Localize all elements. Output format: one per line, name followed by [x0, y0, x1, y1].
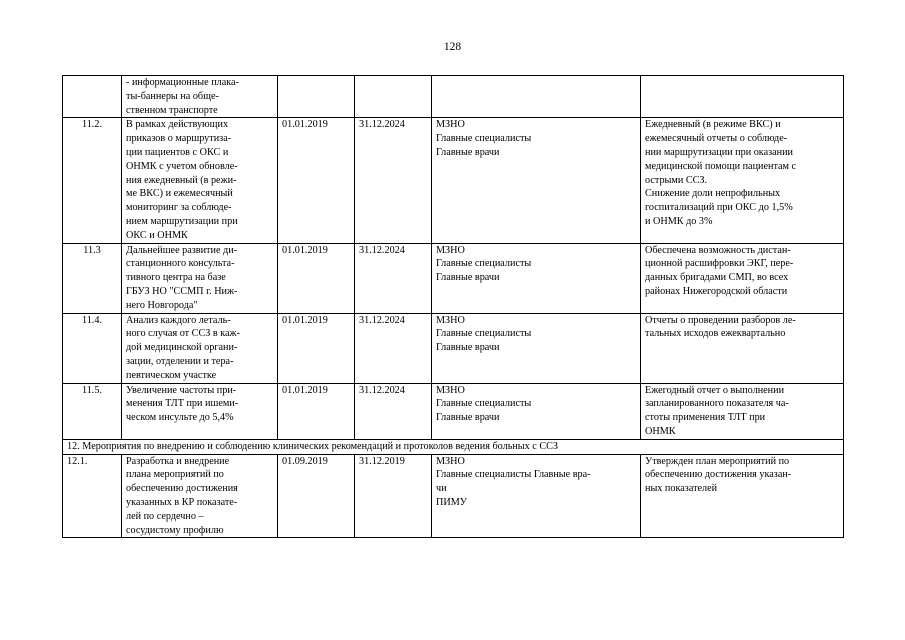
table-row: [63, 383, 844, 439]
measure-name-line: ственном транспорте: [126, 104, 218, 116]
measures-table: [62, 75, 844, 538]
item-number-cell: [63, 76, 122, 118]
expected-result-line: острыми ССЗ.: [645, 174, 708, 186]
measure-name-line: менения ТЛТ при ишеми-: [126, 398, 239, 410]
expected-result: [641, 454, 844, 538]
responsible-line: Главные специалисты: [436, 258, 532, 270]
measure-name-line: ции пациентов с ОКС и: [126, 146, 229, 158]
item-number: 11.2.: [63, 118, 122, 243]
start-date: 01.01.2019: [278, 313, 355, 383]
start-date: 01.09.2019: [278, 454, 355, 538]
responsible-line: МЗНО: [436, 244, 465, 256]
measure-name-line: сосудистому профилю: [126, 524, 224, 536]
start-date: 01.01.2019: [278, 383, 355, 439]
responsible-line: Главные врачи: [436, 146, 500, 158]
measure-name-line: Дальнейшее развитие ди-: [126, 244, 238, 256]
end-date: 31.12.2024: [355, 118, 432, 243]
measure-name-line: ния ежедневный (в режи-: [126, 174, 237, 186]
measure-name-line: ческом инсульте до 5,4%: [126, 412, 234, 424]
expected-result-line: стоты применения ТЛТ при: [645, 412, 766, 424]
responsible-line: Главные специалисты: [436, 398, 532, 410]
expected-result-line: Снижение доли непрофильных: [645, 188, 781, 200]
measure-name-line: ме ВКС) и ежемесячный: [126, 188, 233, 200]
measure-name-line: дой медицинской органи-: [126, 342, 238, 354]
expected-result-line: ционной расшифровки ЭКГ, пере-: [645, 258, 794, 270]
measure-name-line: ГБУЗ НО "ССМП г. Ниж-: [126, 285, 238, 297]
table-row: [63, 243, 844, 313]
measure-name-line: него Новгорода": [126, 299, 198, 311]
responsible-line: ПИМУ: [436, 496, 467, 508]
responsible-line: Главные специалисты: [436, 328, 532, 340]
measure-name-line: станционного консульта-: [126, 258, 235, 270]
measure-name-line: ОНМК с учетом обновле-: [126, 160, 238, 172]
expected-result-line: ежемесячный отчеты о соблюде-: [645, 133, 788, 145]
measure-name-line: зации, отделении и тера-: [126, 355, 234, 367]
expected-result: [641, 383, 844, 439]
table-row: [63, 118, 844, 243]
measure-name-line: тивного центра на базе: [126, 272, 226, 284]
measure-name-line: ОКС и ОНМК: [126, 229, 188, 241]
measure-name-line: нием маршрутизации при: [126, 215, 238, 227]
measure-name: [122, 454, 278, 538]
expected-result: [641, 76, 844, 118]
measure-name: [122, 383, 278, 439]
expected-result-line: Отчеты о проведении разборов ле-: [645, 314, 796, 326]
expected-result-line: районах Нижегородской области: [645, 285, 788, 297]
table-row: [63, 313, 844, 383]
responsible-line: МЗНО: [436, 384, 465, 396]
expected-result: [641, 313, 844, 383]
end-date: 31.12.2024: [355, 383, 432, 439]
measure-name: [122, 76, 278, 118]
end-date: 31.12.2019: [355, 454, 432, 538]
expected-result-line: нии маршрутизации при оказании: [645, 146, 794, 158]
start-date: 01.01.2019: [278, 243, 355, 313]
section-row: [63, 439, 844, 454]
measure-name-line: лей по сердечно –: [126, 510, 204, 522]
expected-result-line: медицинской помощи пациентам с: [645, 160, 797, 172]
responsible-line: Главные врачи: [436, 342, 500, 354]
responsible: [432, 76, 641, 118]
measure-name-line: Разработка и внедрение: [126, 455, 230, 467]
measure-name: [122, 313, 278, 383]
start-date: 01.01.2019: [278, 118, 355, 243]
responsible: [432, 313, 641, 383]
measure-name: [122, 243, 278, 313]
expected-result-line: Обеспечена возможность дистан-: [645, 244, 791, 256]
expected-result: [641, 243, 844, 313]
start-date: [278, 76, 355, 118]
item-number: 12.1.: [63, 454, 122, 538]
responsible-line: Главные врачи: [436, 412, 500, 424]
measure-name: [122, 118, 278, 243]
measure-name-line: плана мероприятий по: [126, 469, 224, 481]
table-row: [63, 76, 844, 118]
expected-result-line: ных показателей: [645, 483, 718, 495]
expected-result-line: Утвержден план мероприятий по: [645, 455, 790, 467]
measure-name-line: Увеличение частоты при-: [126, 384, 237, 396]
expected-result-line: тальных исходов ежеквартально: [645, 328, 786, 340]
responsible: [432, 454, 641, 538]
expected-result-line: и ОНМК до 3%: [645, 215, 713, 227]
section-heading: 12. Мероприятия по внедрению и соблюдению клинических рекомендаций и протоколов ведения больных с ССЗ: [63, 439, 844, 454]
measure-name-line: обеспечению достижения: [126, 483, 238, 495]
responsible-line: чи: [436, 483, 447, 495]
expected-result-line: запланированного показателя ча-: [645, 398, 789, 410]
measure-name-line: певтическом участке: [126, 369, 217, 381]
responsible: [432, 243, 641, 313]
measure-name-line: Анализ каждого леталь-: [126, 314, 231, 326]
item-number: 11.4.: [63, 313, 122, 383]
end-date: [355, 76, 432, 118]
measure-name-line: мониторинг за соблюде-: [126, 202, 232, 214]
measure-name-line: указанных в КР показате-: [126, 496, 238, 508]
expected-result-line: ОНМК: [645, 425, 676, 437]
end-date: 31.12.2024: [355, 243, 432, 313]
expected-result-line: Ежедневный (в режиме ВКС) и: [645, 119, 781, 131]
responsible-line: Главные специалисты: [436, 133, 532, 145]
expected-result-line: Ежегодный отчет о выполнении: [645, 384, 785, 396]
responsible-line: МЗНО: [436, 455, 465, 467]
expected-result: [641, 118, 844, 243]
page-number: 128: [443, 41, 462, 53]
responsible: [432, 383, 641, 439]
expected-result-line: госпитализаций при ОКС до 1,5%: [645, 202, 793, 214]
item-number: 11.3: [63, 243, 122, 313]
measure-name-line: приказов о маршрутиза-: [126, 133, 232, 145]
expected-result-line: обеспечению достижения указан-: [645, 469, 792, 481]
table-row: [63, 454, 844, 538]
measure-name-line: ного случая от ССЗ в каж-: [126, 328, 240, 340]
item-number: 11.5.: [63, 383, 122, 439]
responsible-line: МЗНО: [436, 119, 465, 131]
measure-name-line: В рамках действующих: [126, 119, 229, 131]
measure-name-line: - информационные плака-: [126, 77, 239, 88]
responsible-line: Главные специалисты Главные вра-: [436, 469, 591, 481]
responsible: [432, 118, 641, 243]
measure-name-line: ты-баннеры на обще-: [126, 90, 219, 102]
end-date: 31.12.2024: [355, 313, 432, 383]
expected-result-line: данных бригадами СМП, во всех: [645, 272, 789, 284]
responsible-line: МЗНО: [436, 314, 465, 326]
responsible-line: Главные врачи: [436, 272, 500, 284]
